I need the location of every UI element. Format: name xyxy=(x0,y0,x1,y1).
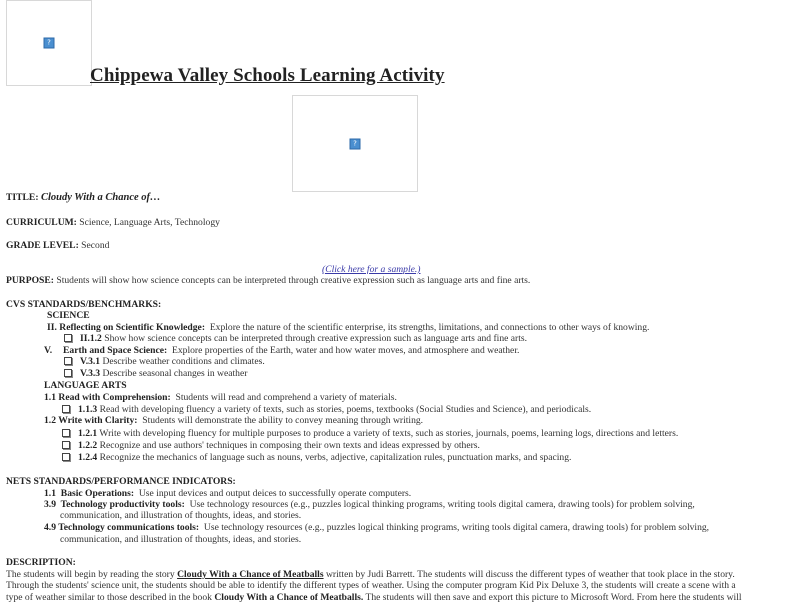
purpose-field xyxy=(6,275,530,287)
page-title: Chippewa Valley Schools Learning Activity xyxy=(90,65,445,86)
title-field xyxy=(6,192,161,204)
list-item: V.3.1 Describe weather conditions and climates. xyxy=(64,356,265,368)
language-arts-heading: LANGUAGE ARTS xyxy=(44,380,127,391)
book-title: Cloudy With a Chance of Meatballs xyxy=(177,569,324,580)
logo-image-left xyxy=(6,0,92,86)
curriculum-label: CURRICULUM: xyxy=(6,217,77,228)
list-item: II.1.2 Show how science concepts can be interpreted through creative expression such as language arts and fine arts. xyxy=(64,333,527,345)
book-title: Cloudy With a Chance of Meatballs. xyxy=(214,592,364,603)
nets-heading: NETS STANDARDS/PERFORMANCE INDICATORS: xyxy=(6,476,236,487)
checkbox-bullet-icon xyxy=(64,334,72,342)
purpose-value: Students will show how science concepts can be interpreted through creative expression such as language arts and fine arts. xyxy=(56,275,531,286)
description-line: The students will begin by reading the story Cloudy With a Chance of Meatballs written by Judi Barrett. The students will discuss the different types of weather that took place in the story. xyxy=(6,569,735,580)
checkbox-bullet-icon xyxy=(62,453,70,461)
list-item: 1.1.3 Read with developing fluency a variety of texts, such as stories, poems, textbooks (Social Studies and Science), and periodicals. xyxy=(62,404,591,416)
nets-item: 3.9 Technology productivity tools: Use technology resources (e.g., puzzles logical thinking programs, writing tools digital camera, drawing tools) for problem solving, xyxy=(44,499,695,510)
curriculum-value: Science, Language Arts, Technology xyxy=(79,217,220,228)
purpose-label: PURPOSE: xyxy=(6,275,54,286)
sample-link[interactable]: (Click here for a sample.) xyxy=(322,264,421,275)
title-label: TITLE: xyxy=(6,192,39,203)
nets-item-continuation: communication, and illustration of thoughts, ideas, and stories. xyxy=(60,510,302,521)
list-item: 1.2.1 Write with developing fluency for multiple purposes to produce a variety of texts, such as stories, journals, poems, learning logs, directions and letters. xyxy=(62,428,678,440)
activity-title: Cloudy With a Chance of… xyxy=(40,192,161,203)
checkbox-bullet-icon xyxy=(64,357,72,365)
list-item: 1.2.4 Recognize the mechanics of language such as nouns, verbs, adjective, capitalization rules, punctuation marks, and spacing. xyxy=(62,452,571,464)
science-heading: SCIENCE xyxy=(47,310,90,321)
checkbox-bullet-icon xyxy=(64,369,72,377)
grade-level-value: Second xyxy=(81,240,110,251)
la-group-read: 1.1 Read with Comprehension: Students will read and comprehend a variety of materials. xyxy=(44,392,397,403)
curriculum-field xyxy=(6,217,220,229)
nets-item: 1.1 Basic Operations: Use input devices and output deices to successfully operate computers. xyxy=(44,488,412,499)
cvs-heading: CVS STANDARDS/BENCHMARKS: xyxy=(6,299,162,310)
description-line: Through the students' science unit, the students should be able to identify the different types of weather. Using the computer program Kid Pix Deluxe 3, the students will create a scene with a xyxy=(6,580,736,591)
checkbox-bullet-icon xyxy=(62,441,70,449)
description-heading: DESCRIPTION: xyxy=(6,557,76,568)
checkbox-bullet-icon xyxy=(62,429,70,437)
list-item: V.3.3 Describe seasonal changes in weather xyxy=(64,368,247,380)
science-group-reflecting: II. Reflecting on Scientific Knowledge: Explore the nature of the scientific enterprise, its strengths, limitations, and connections to other ways of knowing. xyxy=(47,322,650,333)
checkbox-bullet-icon xyxy=(62,405,70,413)
grade-level-field xyxy=(6,240,109,252)
logo-image-center xyxy=(292,95,418,192)
nets-item: 4.9 Technology communications tools: Use technology resources (e.g., puzzles logical thinking programs, writing tools digital camera, drawing tools) for problem solving, xyxy=(44,522,710,533)
la-group-write: 1.2 Write with Clarity: Students will demonstrate the ability to convey meaning through writing. xyxy=(44,415,424,426)
list-item: 1.2.2 Recognize and use authors' techniques in composing their own texts and ideas expressed by others. xyxy=(62,440,480,452)
description-line: type of weather similar to those described in the book Cloudy With a Chance of Meatballs. The students will then save and export this picture to Microsoft Word. From here the students will xyxy=(6,592,742,603)
broken-image-icon: ? xyxy=(350,138,361,149)
broken-image-icon: ? xyxy=(44,38,55,49)
science-group-earth-space: V. Earth and Space Science: Explore properties of the Earth, water and how water moves, and atmosphere and weather. xyxy=(44,345,520,356)
nets-item-continuation: communication, and illustration of thoughts, ideas, and stories. xyxy=(60,534,302,545)
grade-level-label: GRADE LEVEL: xyxy=(6,240,79,251)
